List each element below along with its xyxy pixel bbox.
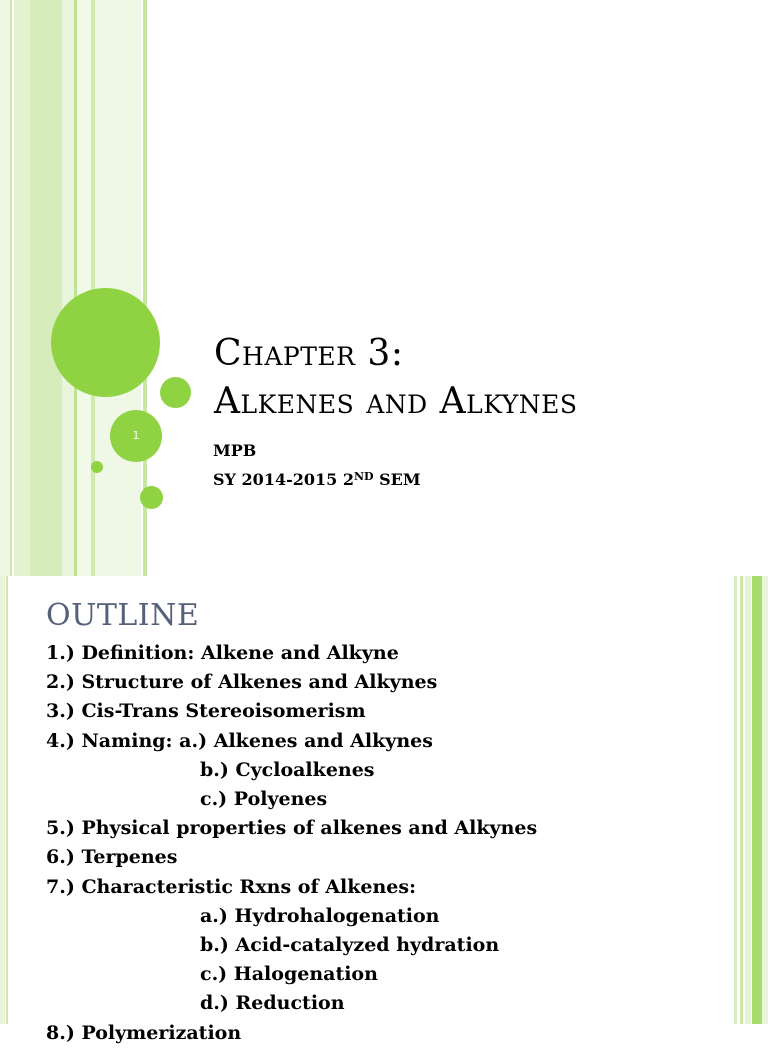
slide-subtitle: [213, 438, 421, 493]
decor-stripe: [62, 0, 74, 576]
outline-item: 8.) Polymerization: [46, 1021, 242, 1044]
outline-item: 4.) Naming: a.) Alkenes and Alkynes: [46, 729, 433, 752]
outline-heading: OUTLINE: [46, 598, 200, 633]
slide-number-badge: 1: [110, 410, 162, 462]
decor-stripe: [740, 576, 743, 1024]
decor-circle-large: [51, 288, 160, 397]
decor-stripe: [30, 0, 62, 576]
outline-subitem: d.) Reduction: [200, 992, 345, 1015]
outline-item: 6.) Terpenes: [46, 846, 178, 869]
decor-circle-small: [140, 486, 163, 509]
decor-stripe: [10, 0, 12, 576]
outline-list: [46, 639, 537, 1048]
outline-subitem: b.) Cycloalkenes: [200, 758, 375, 781]
outline-item: 7.) Characteristic Rxns of Alkenes:: [46, 875, 417, 898]
outline-item: 2.) Structure of Alkenes and Alkynes: [46, 671, 438, 694]
title-line-1: Chapter 3:: [214, 333, 404, 374]
outline-subitem: c.) Halogenation: [200, 963, 378, 986]
decor-stripe: [77, 0, 91, 576]
outline-subitem: a.) Hydrohalogenation: [200, 904, 440, 927]
decor-stripe: [0, 576, 5, 1024]
decor-stripe: [762, 576, 768, 1024]
term-text: [213, 464, 421, 493]
decor-stripe: [6, 576, 8, 1024]
outline-item: 3.) Cis-Trans Stereoisomerism: [46, 700, 366, 723]
decor-circle-medium: [160, 377, 191, 408]
outline-item: 5.) Physical properties of alkenes and Alkynes: [46, 817, 538, 840]
outline-slide: [0, 576, 768, 1044]
decor-stripe: [752, 576, 762, 1024]
decor-circle-tiny: [91, 461, 103, 473]
author-text: MPB: [213, 441, 257, 460]
outline-subitem: c.) Polyenes: [200, 788, 328, 811]
decor-stripe: [14, 0, 30, 576]
outline-subitem: b.) Acid-catalyzed hydration: [200, 934, 500, 957]
term-prefix: SY 2014-2015 2: [213, 470, 354, 489]
term-suffix: SEM: [373, 470, 421, 489]
outline-item: 1.) Definition: Alkene and Alkyne: [46, 642, 399, 664]
title-line-2: Alkenes and Alkynes: [214, 381, 578, 422]
slide-title: [214, 330, 578, 426]
decor-stripe: [745, 576, 751, 1024]
decor-stripe: [734, 576, 737, 1024]
term-superscript: ND: [353, 470, 374, 483]
decor-stripe: [0, 0, 10, 576]
